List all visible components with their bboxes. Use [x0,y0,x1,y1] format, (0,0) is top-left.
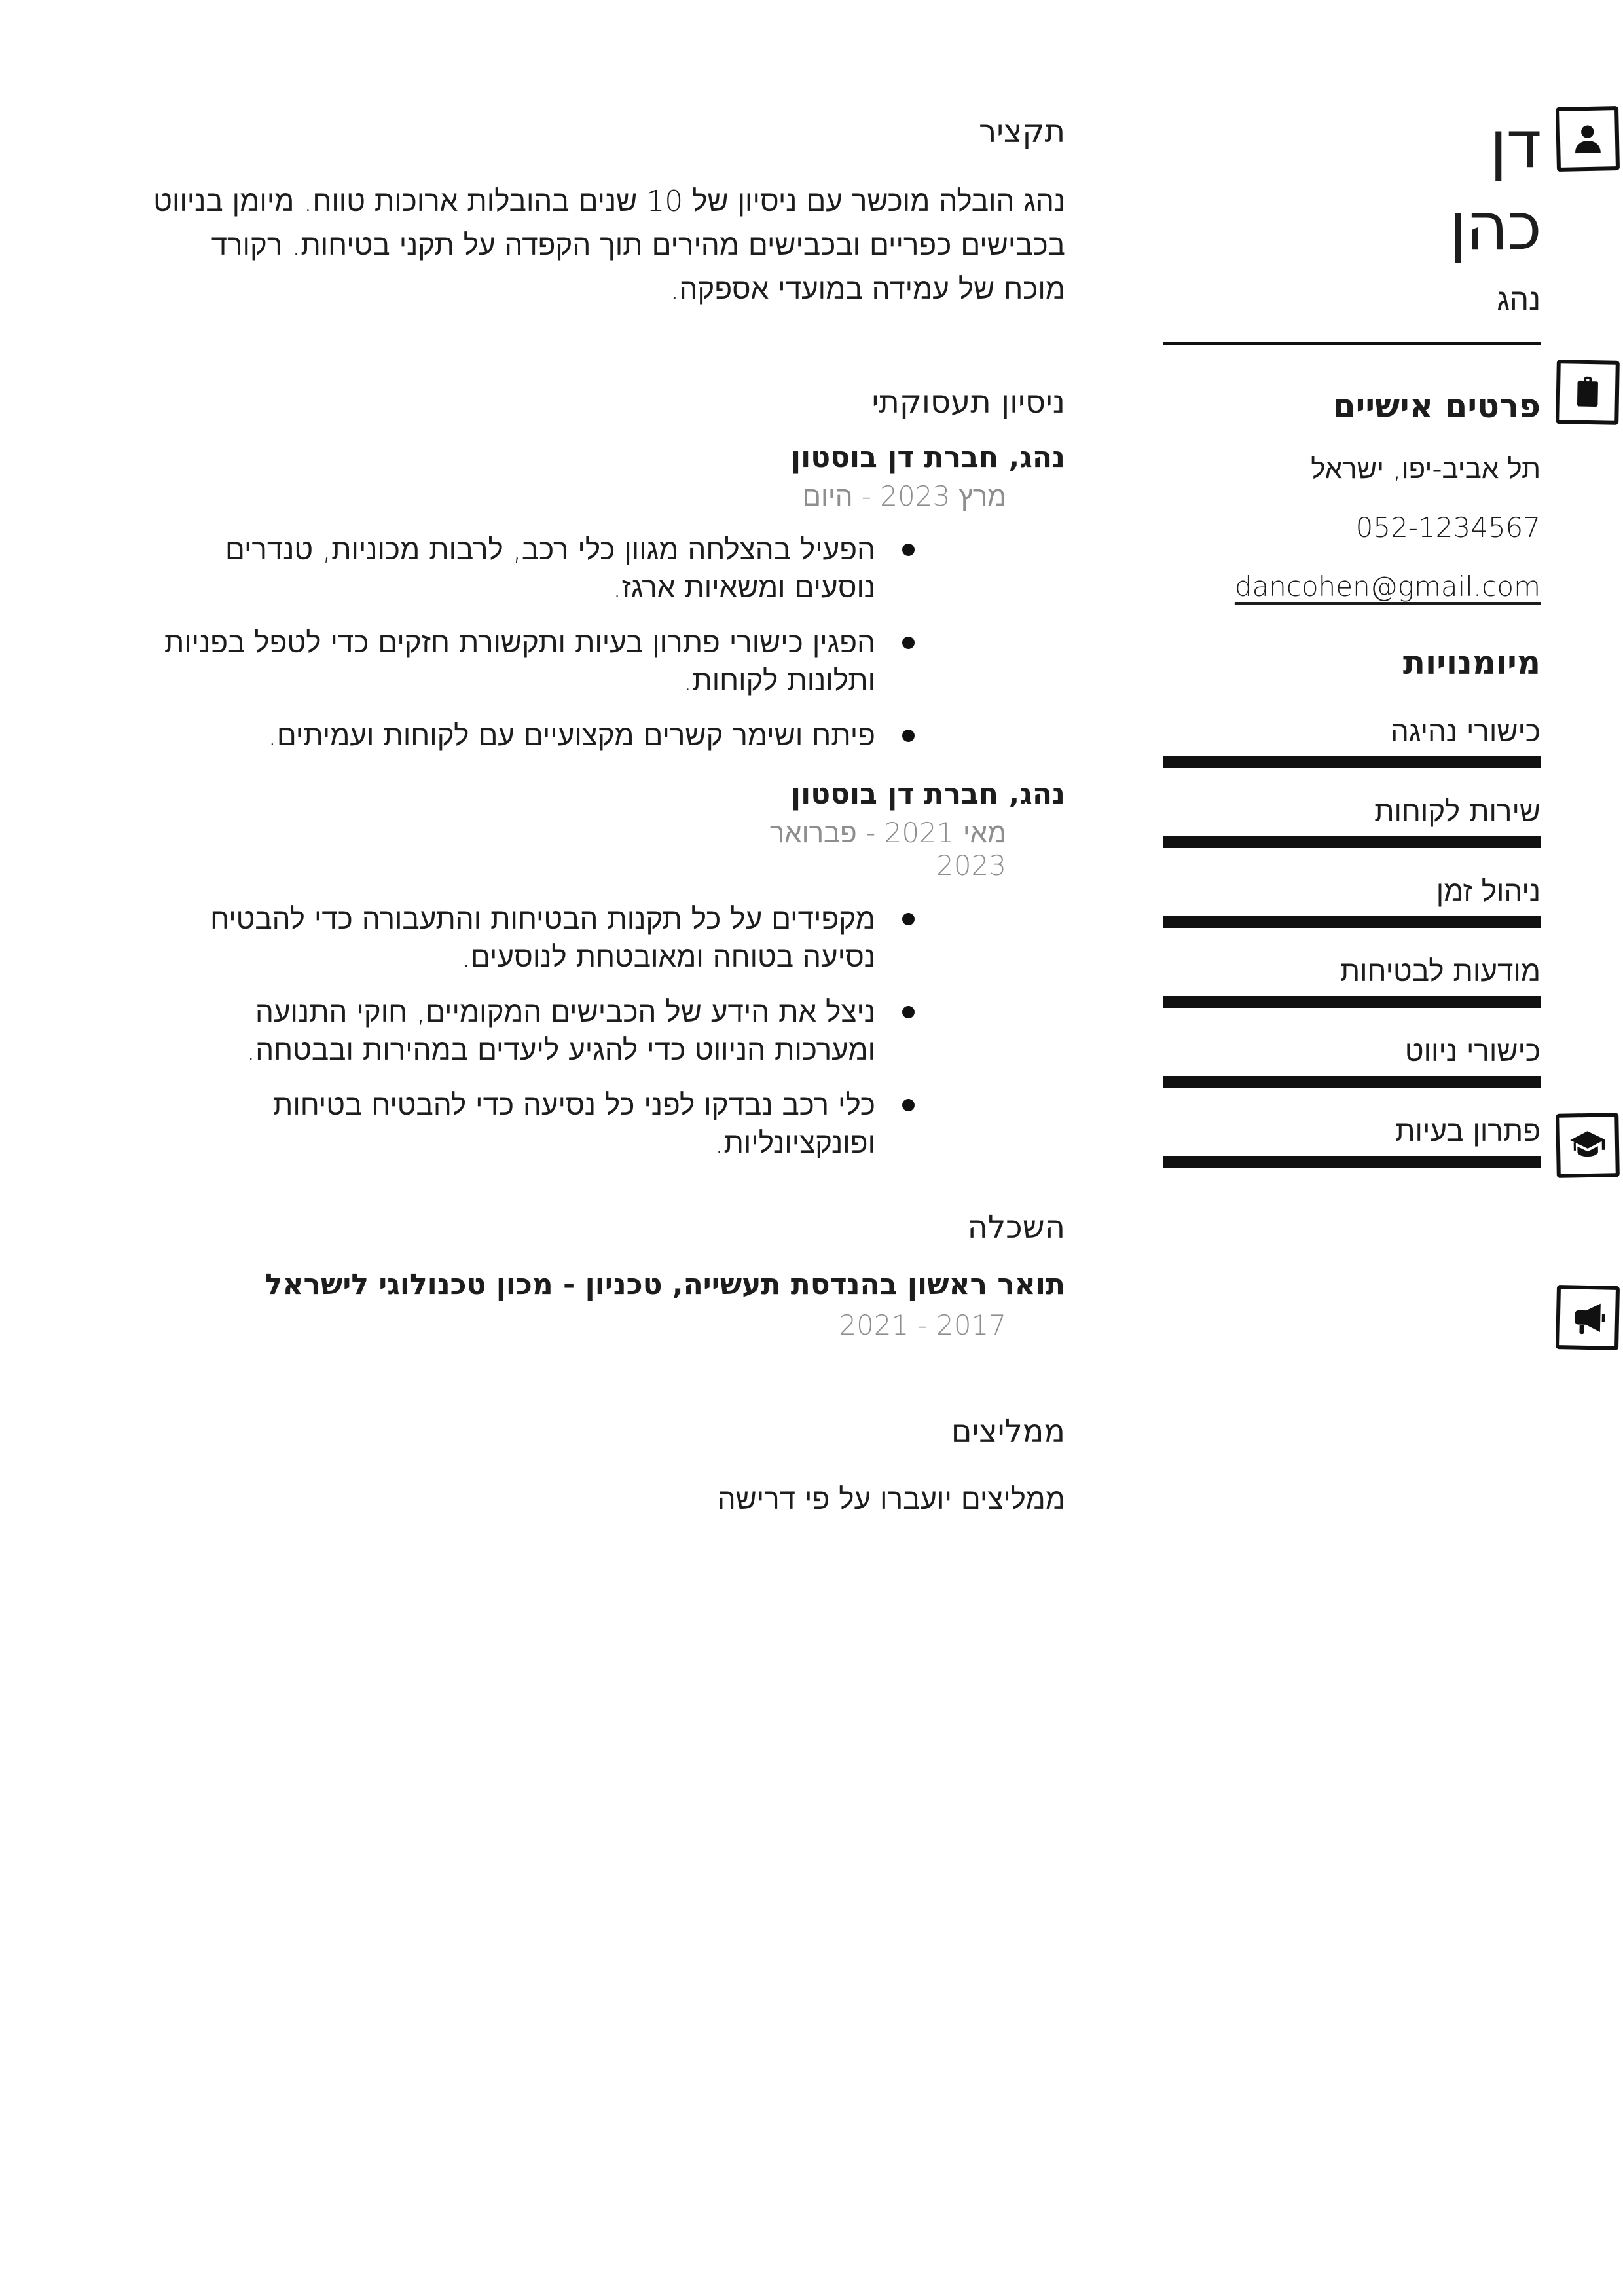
phone-text: 052-1234567 [1355,511,1541,544]
bullet-dot-icon [902,913,915,925]
skill-bar [1163,1076,1541,1088]
personal-details-heading: פרטים אישיים [1332,387,1541,425]
summary-heading: תקציר [979,113,1065,150]
job-entry [147,777,1065,1162]
bullet-dot-icon [902,730,915,742]
job-bullet: כלי רכב נבדקו לפני כל נסיעה כדי להבטיח בטיחות ופונקציונליות. [147,1086,1065,1162]
references-text: ממליצים יועברו על פי דרישה [717,1483,1065,1516]
skill-bar [1163,996,1541,1008]
job-bullet: מקפידים על כל תקנות הבטיחות והתעבורה כדי להבטיח נסיעה בטוחה ומאובטחת לנוסעים. [147,900,1065,976]
job-bullet: ניצל את הידע של הכבישים המקומיים, חוקי התנועה ומערכות הניווט כדי להגיע ליעדים במהירות ובבטחה. [147,993,1065,1069]
person-job-title: נהג [1497,282,1541,317]
bullet-dot-icon [902,544,915,556]
skill-item [1163,797,1541,848]
summary-text: נהג הובלה מוכשר עם ניסיון של 10 שנים בהובלות ארוכות טווח. מיומן בניווט בכבישים כפריים ובכבישים מהירים תוך הקפדה על תקני בטיחות. רקורד מוכח של עמידה במועדי אספקה. [153,185,1065,306]
skill-item [1163,1037,1541,1088]
skill-bar [1163,916,1541,928]
job-title-line: נהג, חברת דן בוסטון [790,777,1065,811]
skill-item [1163,1117,1541,1168]
graduation-cap-icon [1556,1113,1620,1178]
skill-label: כישורי נהיגה [1390,715,1541,749]
job-dates: מרץ 2023 - היום [802,480,1006,512]
experience-heading: ניסיון תעסוקתי [871,384,1065,420]
job-bullet: הפעיל בהצלחה מגוון כלי רכב, לרבות מכוניות, טנדרים נוסעים ומשאיות ארגז. [147,531,1065,607]
skills-list [1163,717,1541,1168]
person-name [1163,103,1541,267]
job-entry [147,441,1065,755]
person-icon [1556,106,1620,172]
degree-line: תואר ראשון בהנדסת תעשייה, טכניון - מכון טכנולוגי לישראל [264,1268,1065,1301]
skill-bar [1163,836,1541,848]
sidebar [1163,0,1541,1196]
first-name: דן [1489,106,1541,183]
last-name: כהן [1449,188,1541,265]
skill-label: פתרון בעיות [1395,1115,1541,1148]
skill-bar [1163,756,1541,768]
location-text: תל אביב-יפו, ישראל [1311,453,1541,485]
job-title-line: נהג, חברת דן בוסטון [790,441,1065,474]
skill-label: ניהול זמן [1436,875,1541,908]
bullet-dot-icon [902,1006,915,1018]
skill-item [1163,957,1541,1008]
education-heading: השכלה [967,1209,1065,1246]
briefcase-icon [1556,360,1620,425]
skill-label: כישורי ניווט [1404,1035,1541,1068]
megaphone-icon [1556,1285,1620,1350]
bullet-dot-icon [902,637,915,649]
references-heading: ממליצים [951,1413,1065,1450]
job-bullet: פיתח ושימר קשרים מקצועיים עם לקוחות ועמיתים. [147,717,1065,755]
main-column [147,0,1065,1519]
job-dates: מאי 2021 - פברואר 2023 [769,817,1006,881]
skill-item [1163,877,1541,928]
sidebar-divider [1163,342,1541,345]
email-link[interactable]: dancohen@gmail.com [1234,570,1541,602]
skill-bar [1163,1156,1541,1168]
skills-heading: מיומנויות [1402,644,1541,682]
job-bullet: הפגין כישורי פתרון בעיות ותקשורת חזקים כדי לטפל בפניות ותלונות לקוחות. [147,624,1065,700]
education-dates: 2017 - 2021 [839,1309,1006,1341]
job-bullet-list [147,531,1065,755]
skill-label: שירות לקוחות [1374,795,1541,828]
job-bullet-list [147,900,1065,1162]
skill-item [1163,717,1541,768]
bullet-dot-icon [902,1099,915,1111]
skill-label: מודעות לבטיחות [1340,955,1541,988]
